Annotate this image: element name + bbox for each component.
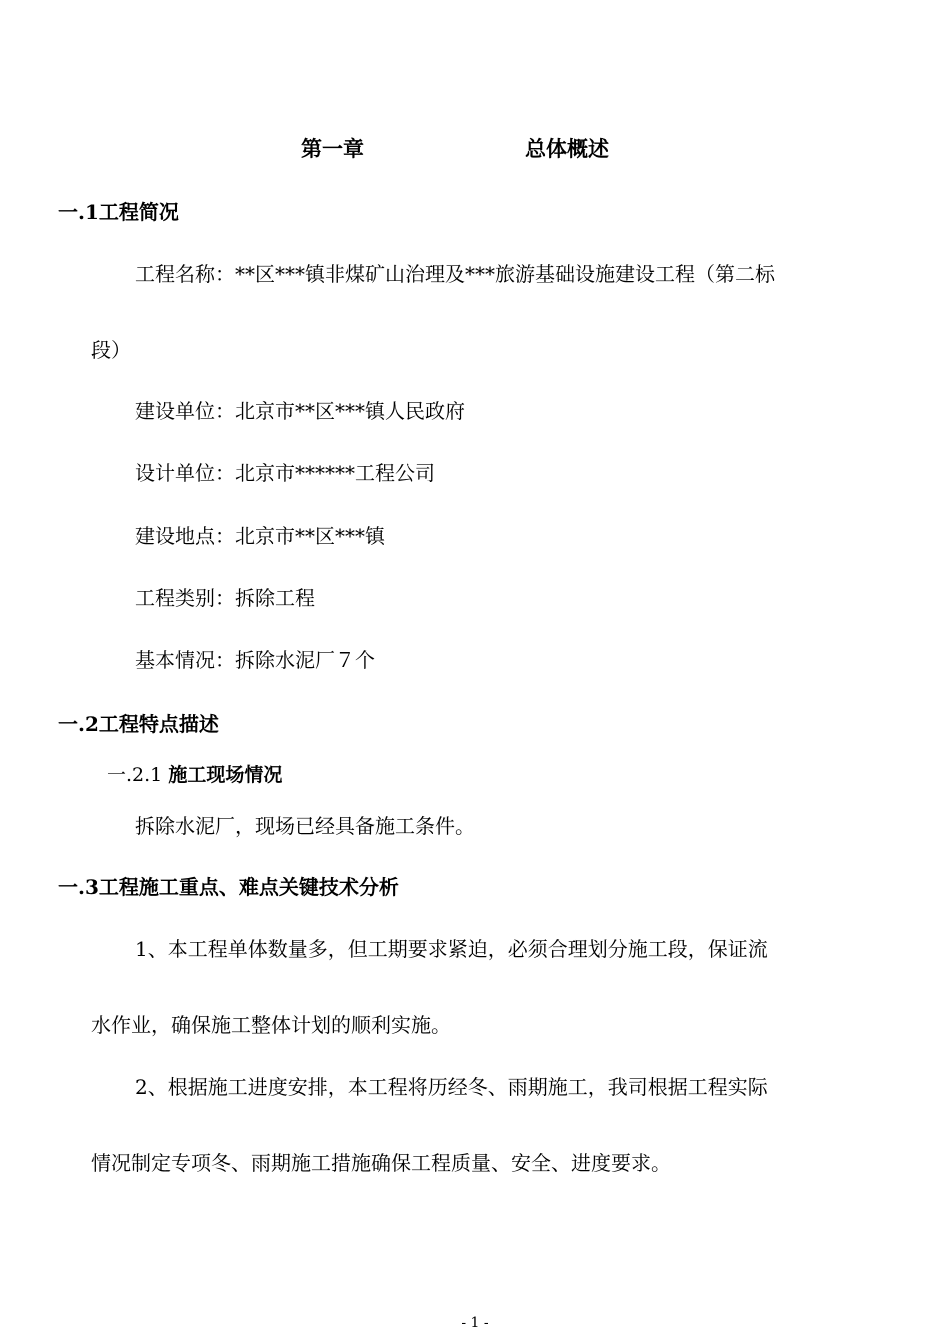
location-line: 建设地点：北京市**区***镇 — [135, 524, 385, 548]
item2-line2: 情况制定专项冬、雨期施工措施确保工程质量、安全、进度要求。 — [91, 1151, 671, 1175]
item1-line2: 水作业，确保施工整体计划的顺利实施。 — [91, 1013, 451, 1037]
designer-line: 设计单位：北京市******工程公司 — [135, 461, 435, 485]
subsection-title: 施工现场情况 — [168, 764, 283, 786]
item1-line1: 1、本工程单体数量多，但工期要求紧迫，必须合理划分施工段，保证流 — [135, 937, 768, 961]
chapter-title: 总体概述 — [525, 136, 609, 161]
project-name-line1: 工程名称：**区***镇非煤矿山治理及***旅游基础设施建设工程（第二标 — [135, 262, 775, 286]
section-heading-1-3: 一.3工程施工重点、难点关键技术分析 — [58, 875, 399, 899]
project-name-line2: 段） — [91, 338, 131, 362]
subsection-number: 一.2.1 — [107, 764, 163, 786]
chapter-number: 第一章 — [301, 136, 364, 161]
section-heading-1-2: 一.2工程特点描述 — [58, 712, 219, 736]
basic-info-line: 基本情况：拆除水泥厂７个 — [135, 648, 375, 672]
category-line: 工程类别：拆除工程 — [135, 586, 315, 610]
item2-line1: 2、根据施工进度安排，本工程将历经冬、雨期施工，我司根据工程实际 — [135, 1075, 768, 1099]
site-condition-text: 拆除水泥厂，现场已经具备施工条件。 — [135, 814, 475, 838]
section-heading-1-1: 一.1工程简况 — [58, 200, 179, 224]
page-number: - 1 - — [461, 1315, 489, 1331]
subsection-heading-1-2-1 — [107, 766, 282, 785]
client-line: 建设单位：北京市**区***镇人民政府 — [135, 399, 465, 423]
